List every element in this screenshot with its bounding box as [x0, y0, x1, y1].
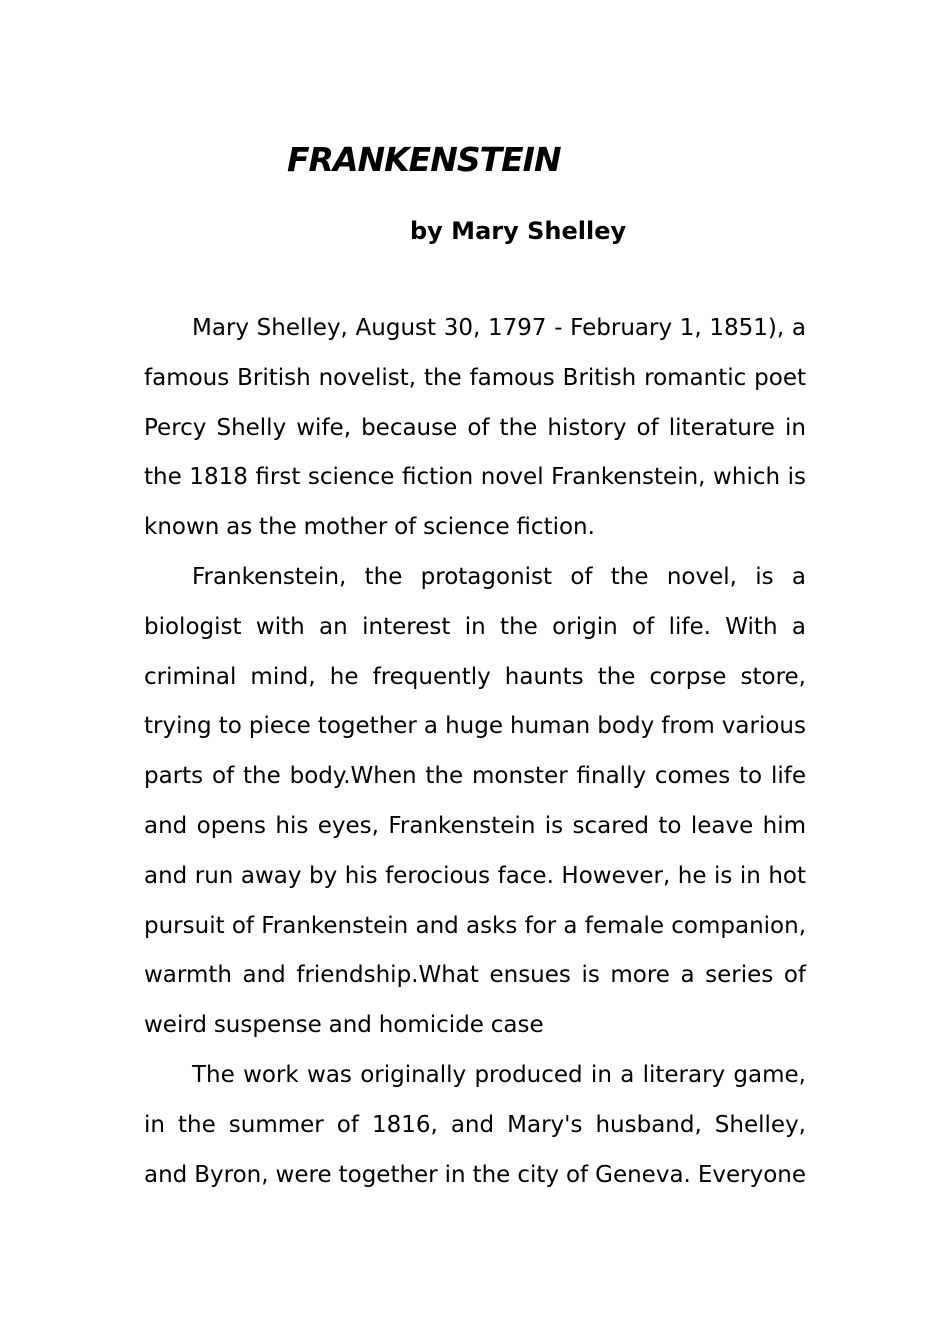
author-line: by Mary Shelley — [410, 217, 627, 245]
paragraph-origin: The work was originally produced in a literary game, in the summer of 1816, and Mary's husband, Shelley, and Byron, were together in the city of Geneva. Everyone — [144, 1061, 806, 1188]
paragraph-plot-summary: Frankenstein, the protagonist of the novel, is a biologist with an interest in the origin of life. With a criminal mind, he frequently haunts the corpse store, trying to piece together a huge human body from various parts of the body.When the monster finally comes to life and opens his eyes, Frankenstein is scared to leave him and run away by his ferocious face. However, he is in hot pursuit of Frankenstein and asks for a female companion, warmth and friendship.What ensues is more a series of weird suspense and homicide case — [144, 563, 806, 1039]
body-text — [144, 304, 806, 1200]
paragraph-biography: Mary Shelley, August 30, 1797 - February 1, 1851), a famous British novelist, the famous British romantic poet Percy Shelly wife, because of the history of literature in the 1818 first science fiction novel Frankenstein, which is known as the mother of science fiction. — [144, 315, 806, 541]
document-title: FRANKENSTEIN — [287, 140, 561, 179]
